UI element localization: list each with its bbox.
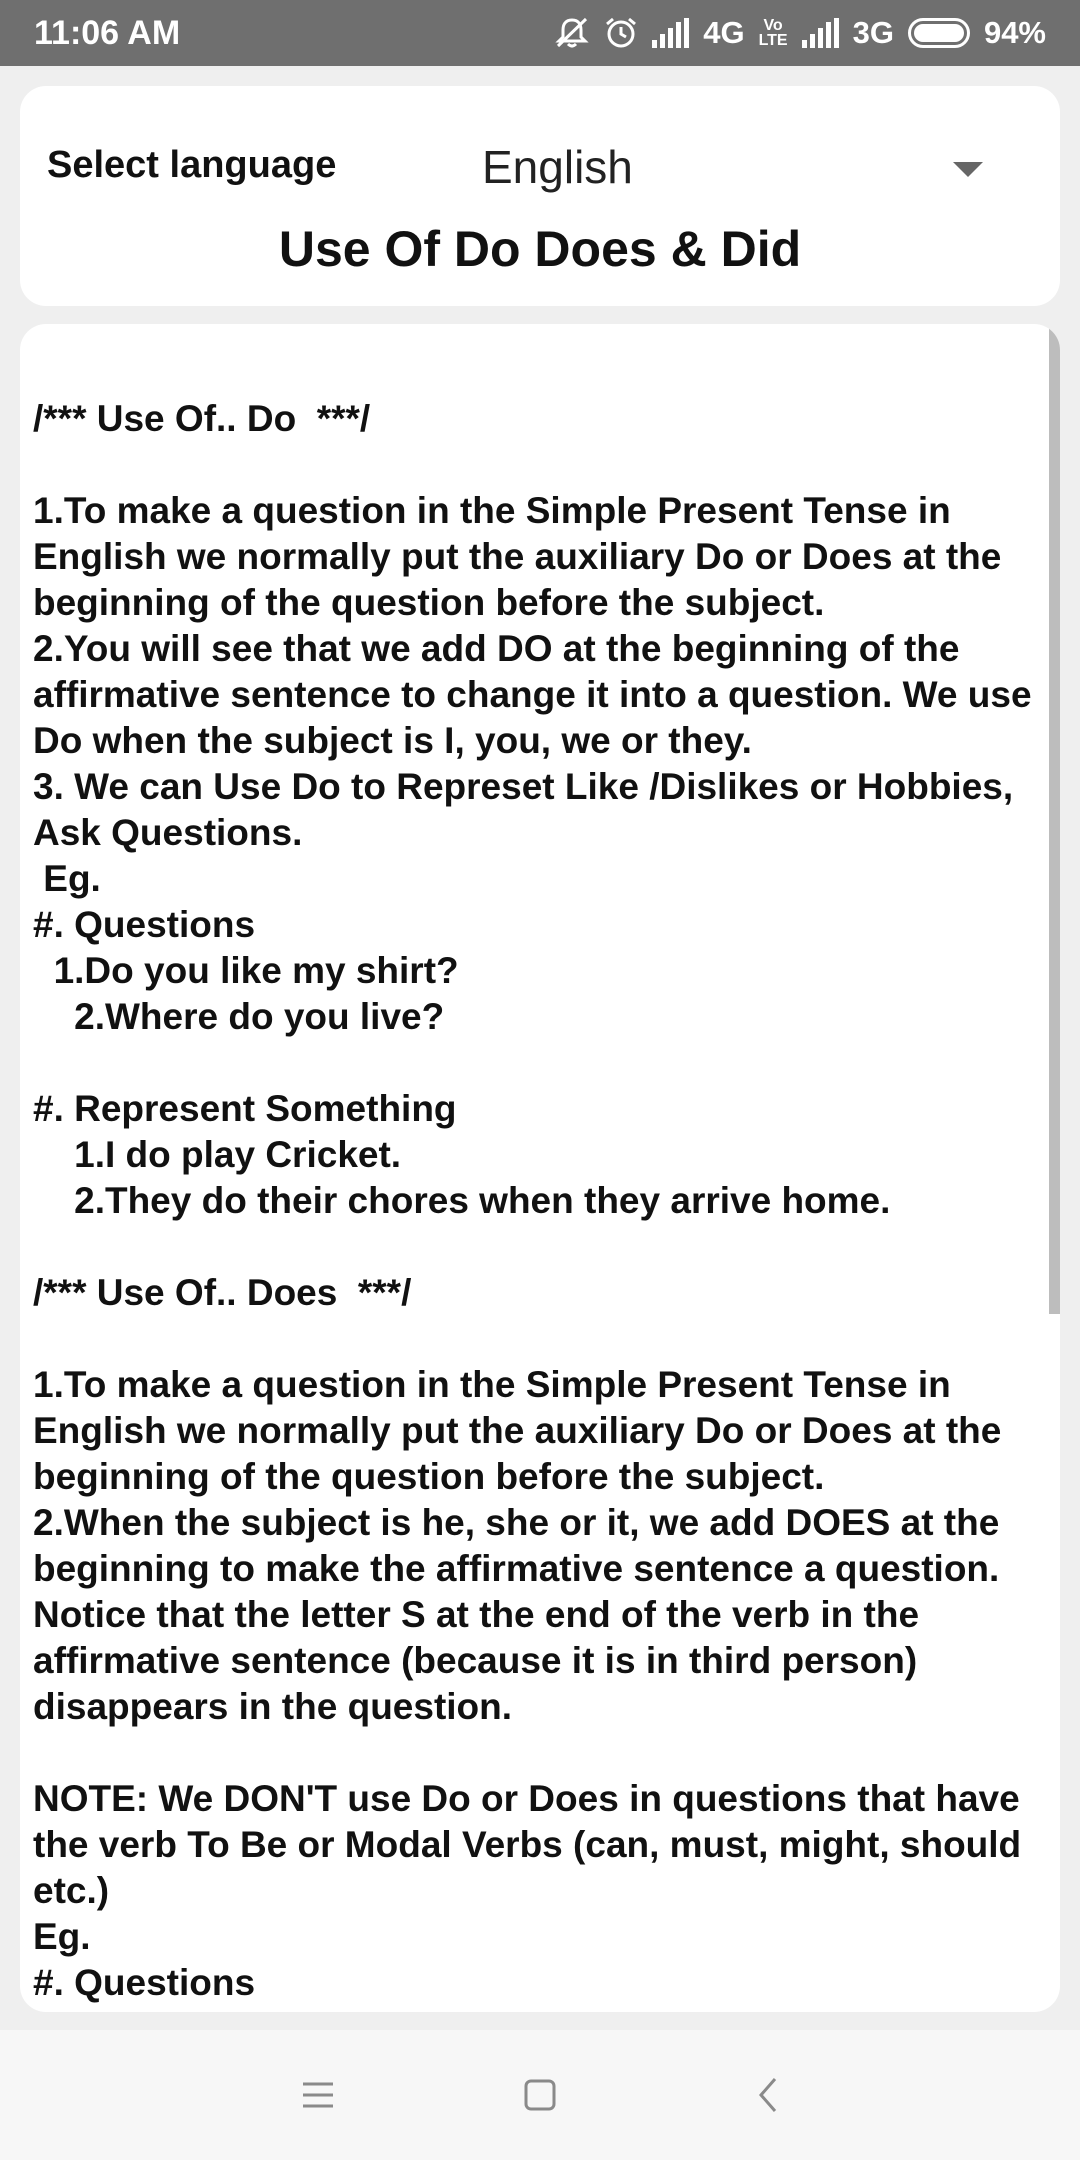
- scrollbar[interactable]: [1049, 324, 1060, 1314]
- navigation-bar: [0, 2030, 1080, 2160]
- lesson-text: /*** Use Of.. Do ***/ 1.To make a question in the Simple Present Tense in English we normally put the auxiliary Do or Does at the beginning of the question before the subject. 2.You will see that we add DO at the beginning of the affirmative sentence to change it into a question. We use Do when the subject is I, you, we or they. 3. We can Use Do to Represet Like /Dislikes or Hobbies, Ask Questions. Eg. #. Questions 1.Do you like my shirt? 2.Where do you live? #. Represent Something 1.I do play Cricket. 2.They do their chores when they arrive home. /*** Use Of.. Does ***/ 1.To make a question in the Simple Present Tense in English we normally put the auxiliary Do or Does at the beginning of the question before the subject. 2.When the subject is he, she or it, we add DOES at the beginning to make the affirmative sentence a question. Notice that the letter S at the end of the verb in the affirmative sentence (because it is in third person) disappears in the question. NOTE: We DON'T use Do or Does in questions that have the verb To Be or Modal Verbs (can, must, might, should etc.) Eg. #. Questions: [33, 398, 1032, 2003]
- home-button[interactable]: [480, 2030, 600, 2160]
- header-card: [20, 86, 1060, 306]
- page-title: Use Of Do Does & Did: [278, 221, 802, 277]
- menu-icon: [301, 2080, 335, 2110]
- signal-icon: [802, 18, 839, 48]
- menu-button[interactable]: [258, 2030, 378, 2160]
- alarm-icon: [604, 16, 638, 50]
- back-button[interactable]: [708, 2030, 828, 2160]
- volte-badge: [759, 18, 788, 48]
- battery-percent: 94%: [983, 15, 1046, 50]
- status-icons: [554, 15, 1046, 51]
- volte-top: Vo: [763, 17, 783, 34]
- status-bar: [0, 0, 1080, 66]
- dropdown-arrow-icon[interactable]: [953, 162, 983, 177]
- volte-bottom: LTE: [758, 32, 788, 49]
- network-type-2: 3G: [852, 15, 894, 50]
- select-language-label: Select language: [47, 144, 337, 186]
- home-icon: [523, 2078, 557, 2112]
- battery-icon: [908, 18, 970, 48]
- back-icon: [756, 2076, 780, 2114]
- network-type-1: 4G: [703, 15, 745, 50]
- status-time: 11:06 AM: [34, 13, 181, 52]
- content-card[interactable]: [20, 324, 1060, 2012]
- language-dropdown-value[interactable]: English: [482, 141, 633, 193]
- signal-icon: [652, 18, 689, 48]
- mute-icon: [554, 16, 590, 50]
